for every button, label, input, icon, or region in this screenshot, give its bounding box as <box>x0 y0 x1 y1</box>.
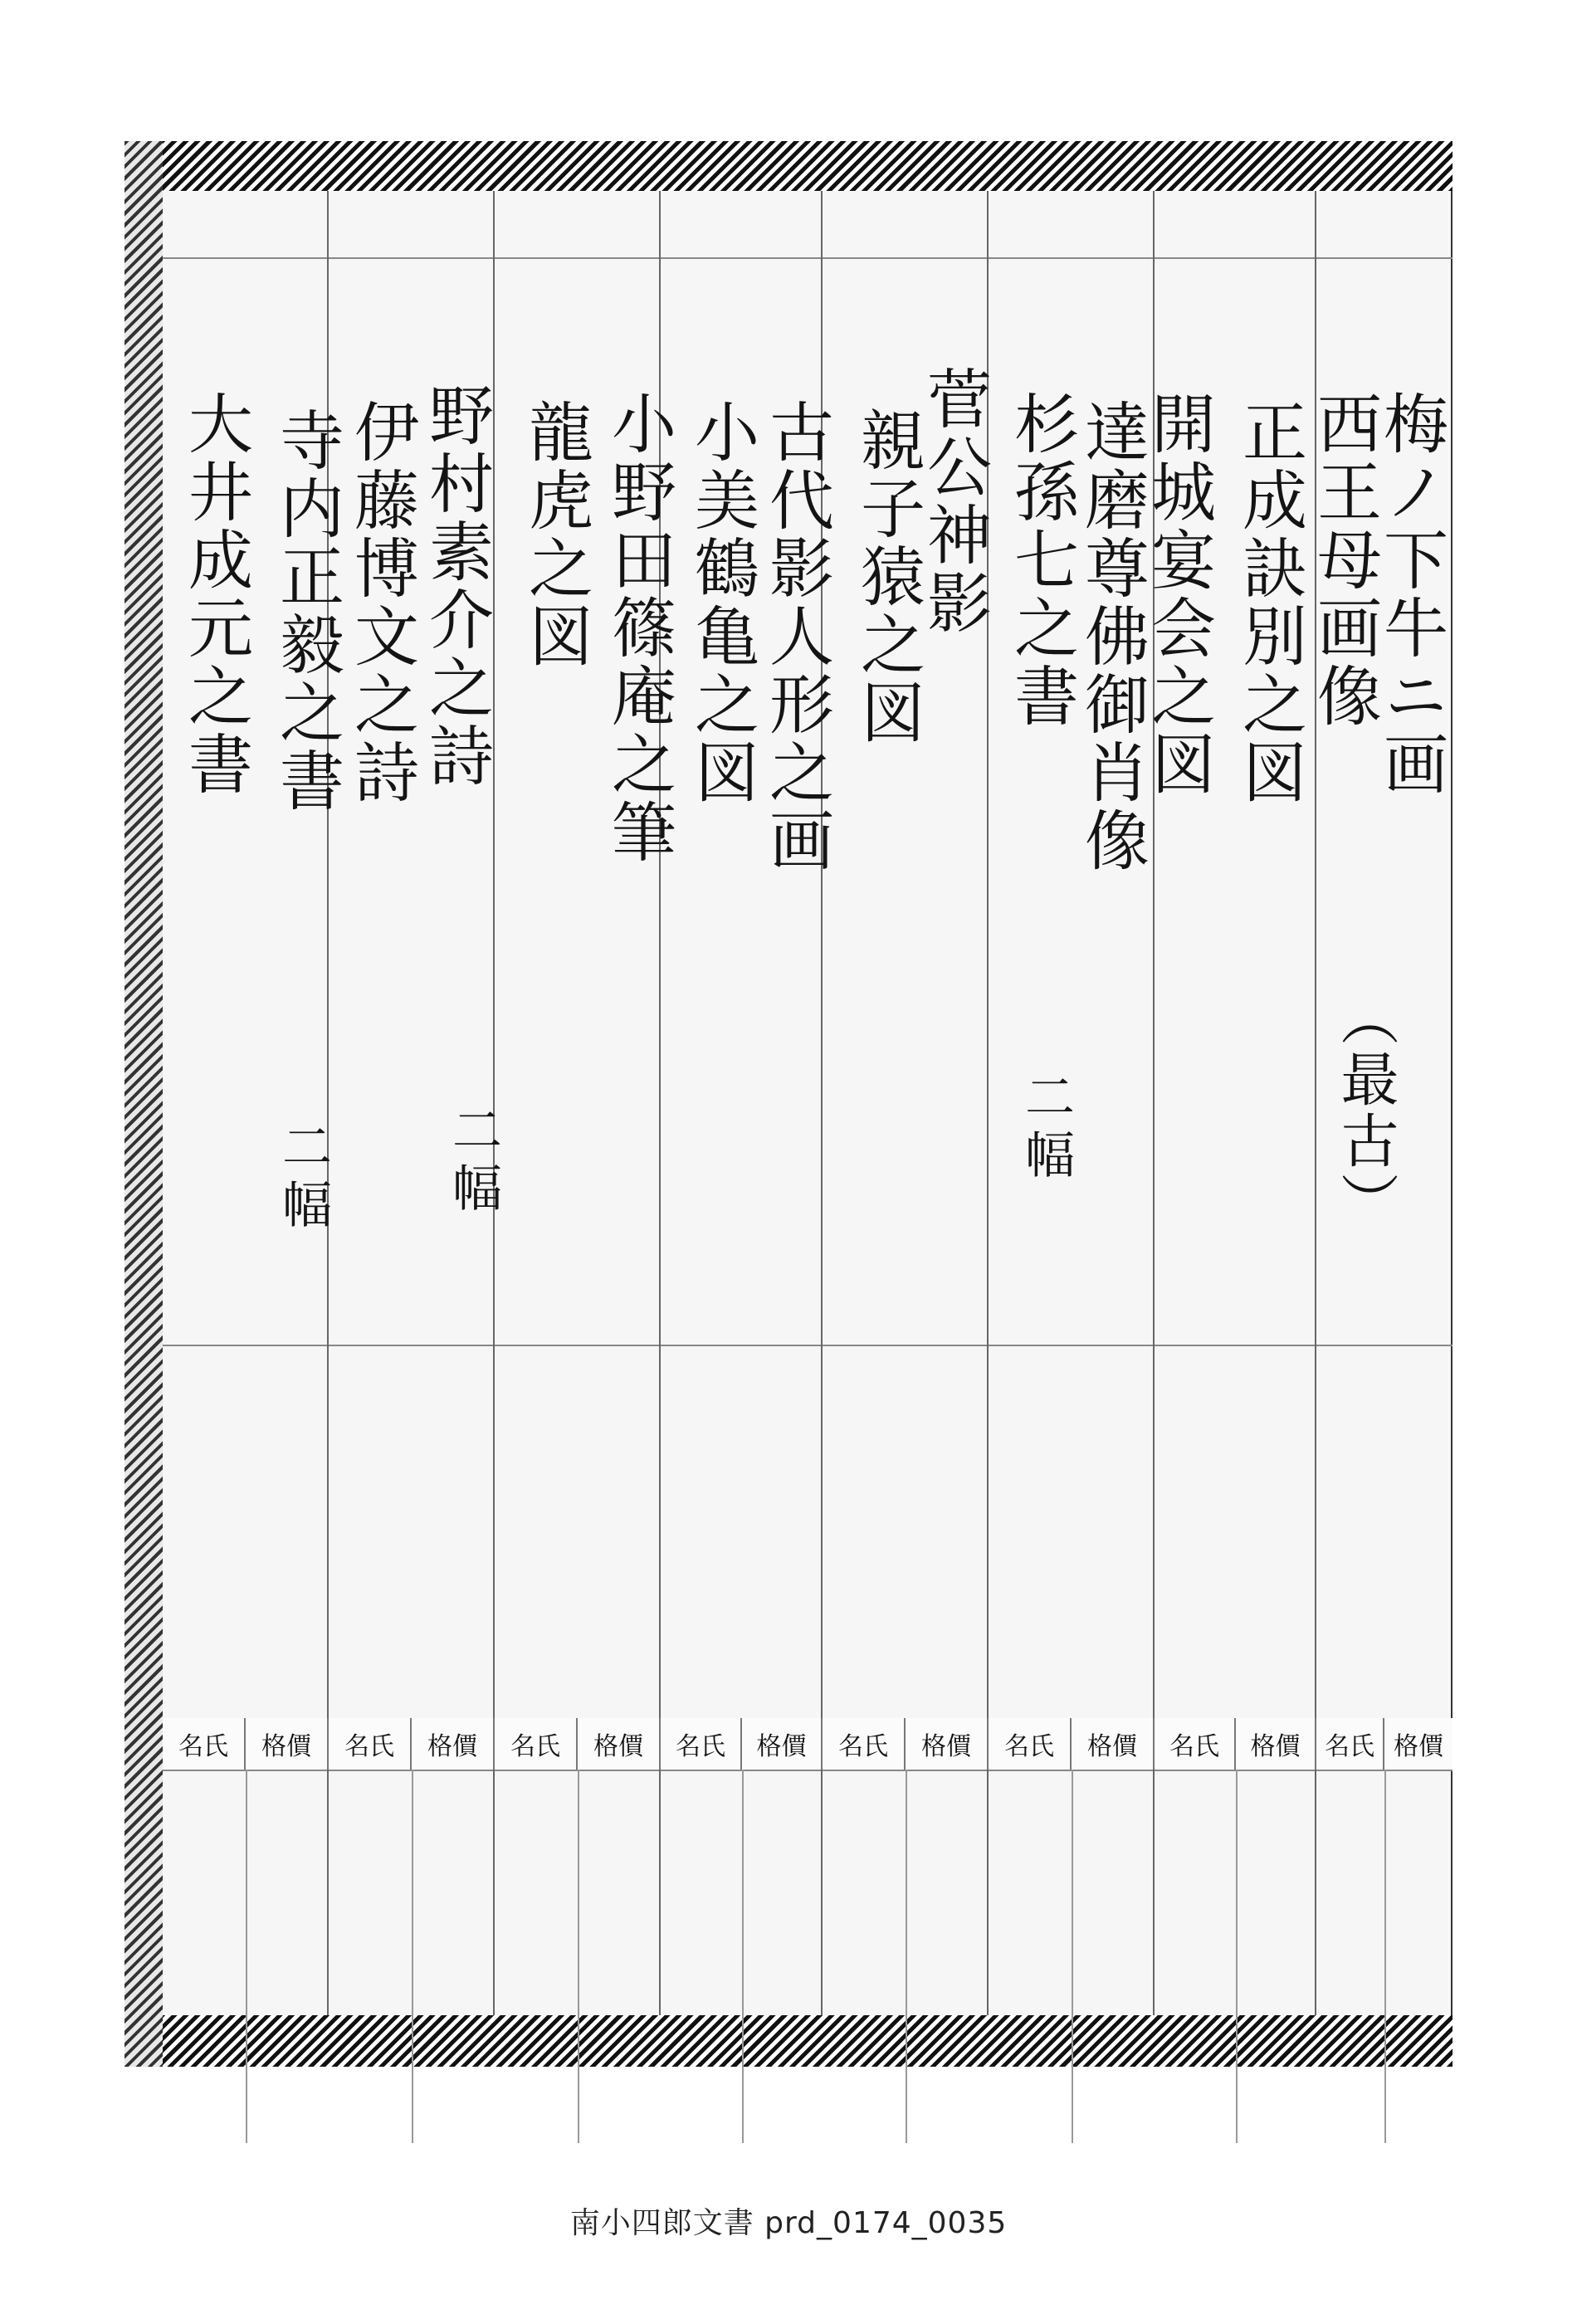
price-label: 格價 <box>742 1718 823 1770</box>
entry-title: 梅ノ下牛ニ画 <box>1373 390 1448 798</box>
entry-title: 古代影人形之画 <box>759 398 833 875</box>
name-label: 名氏 <box>1155 1718 1236 1770</box>
price-label: 格價 <box>906 1718 989 1770</box>
ruled-line <box>1236 1770 1238 2143</box>
ledger-page <box>124 141 1452 2067</box>
price-label: 格價 <box>1384 1718 1452 1770</box>
entry-note: 二幅 <box>274 1120 332 1237</box>
ruled-line <box>906 1770 907 2143</box>
left-hatched-border <box>124 141 163 2067</box>
name-label: 名氏 <box>823 1718 906 1770</box>
entry-title: 寺内正毅之書 <box>269 407 344 815</box>
name-label: 名氏 <box>1316 1718 1384 1770</box>
ruled-line <box>742 1770 744 2143</box>
top-hatched-border <box>124 141 1452 191</box>
price-label: 格價 <box>578 1718 661 1770</box>
entry-subtitle: 達磨尊佛御肖像 <box>1074 398 1149 875</box>
entry-note: （最古） <box>1331 988 1399 1233</box>
name-label: 名氏 <box>495 1718 578 1770</box>
name-label: 名氏 <box>661 1718 742 1770</box>
entry-title: 菅公神影 <box>916 365 991 637</box>
entry-title: 野村素介之詩 <box>418 382 493 790</box>
bottom-hatched-border <box>124 2015 1452 2067</box>
ruled-line <box>578 1770 579 2143</box>
entry-subtitle: 龍虎之図 <box>518 398 593 671</box>
ruled-line <box>412 1770 413 2143</box>
entry-title: 小野田篠庵之筆 <box>601 390 676 867</box>
price-label: 格價 <box>1236 1718 1316 1770</box>
entry-subtitle: 親子猿之図 <box>850 407 925 747</box>
entry-subtitle: 小美鶴亀之図 <box>684 398 759 807</box>
price-label: 格價 <box>1072 1718 1155 1770</box>
entry-title: 正成訣別之図 <box>1232 398 1306 807</box>
name-label: 名氏 <box>989 1718 1072 1770</box>
entry-title: 杉孫七之書 <box>1003 390 1078 730</box>
price-label: 格價 <box>246 1718 329 1770</box>
price-label: 格價 <box>412 1718 495 1770</box>
ruled-line <box>246 1770 247 2143</box>
entry-title: 伊藤博文之詩 <box>344 398 418 807</box>
entry-subtitle: 西王母画像 <box>1306 390 1381 730</box>
entry-title: 大井成元之書 <box>178 390 252 798</box>
entry-note: 二幅 <box>1017 1071 1075 1187</box>
entry-title: 開城宴会之図 <box>1140 390 1215 798</box>
ruled-line <box>1072 1770 1073 2143</box>
entry-note: 二幅 <box>444 1104 502 1220</box>
name-label: 名氏 <box>329 1718 412 1770</box>
archive-caption: 南小四郎文書 prd_0174_0035 <box>569 2206 1008 2240</box>
ruled-line <box>1384 1770 1386 2143</box>
name-label: 名氏 <box>163 1718 246 1770</box>
